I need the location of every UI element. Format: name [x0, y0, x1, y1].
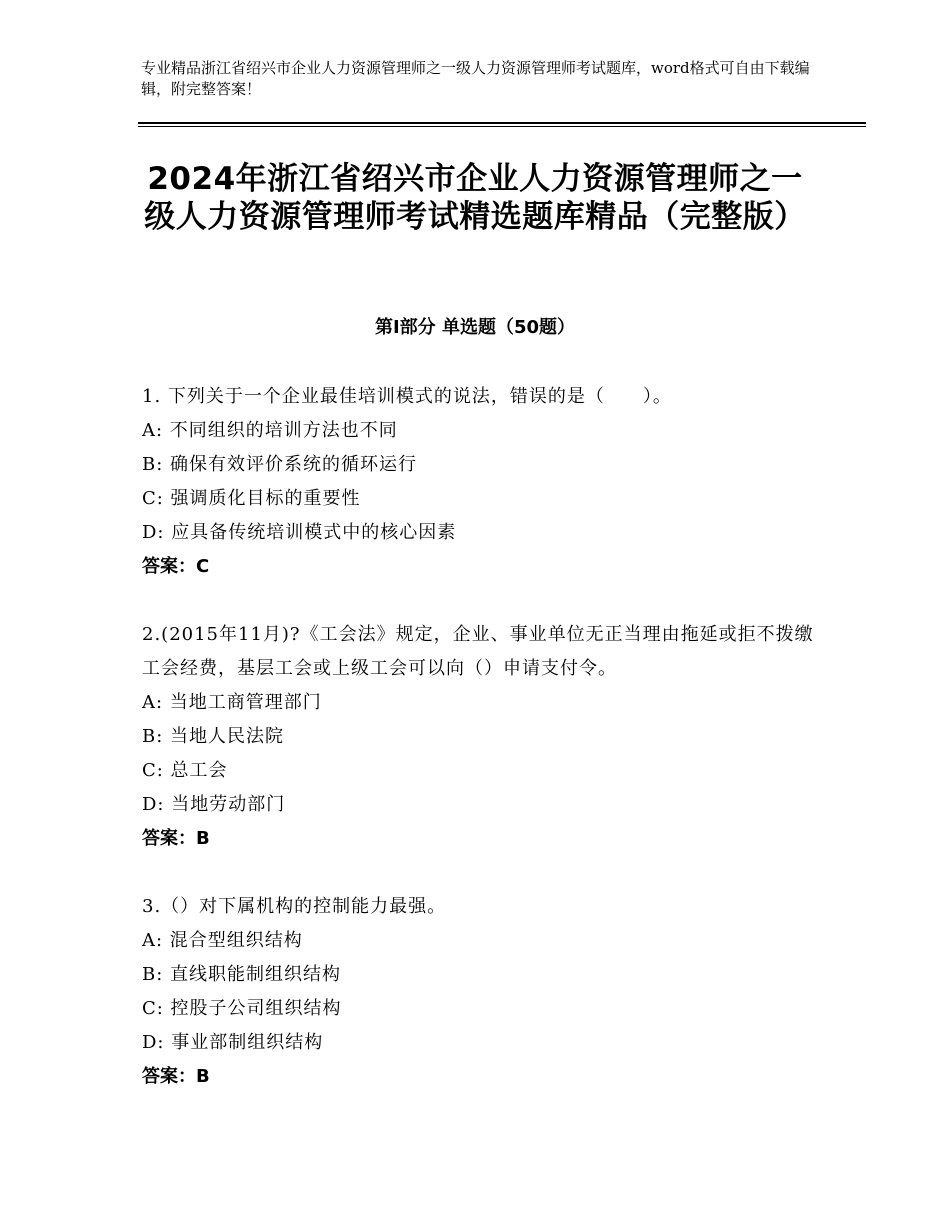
option-d: D: 事业部制组织结构: [142, 1032, 324, 1053]
option-b: B: 直线职能制组织结构: [142, 964, 342, 985]
question-stem: 2.(2015年11月)?《工会法》规定，企业、事业单位无正当理由拖延或拒不拨缴工会经费，基层工会或上级工会可以向（）申请支付令。: [142, 624, 814, 679]
option-b: B: 当地人民法院: [142, 726, 285, 747]
option-d: D: 当地劳动部门: [142, 794, 286, 815]
answer-label: 答案：B: [142, 828, 210, 849]
question-item: [142, 890, 822, 1094]
option-a: A: 当地工商管理部门: [142, 692, 322, 713]
option-c: C: 控股子公司组织结构: [142, 998, 342, 1019]
header-rule-thick: [138, 122, 866, 124]
option-a: A: 不同组织的培训方法也不同: [142, 420, 398, 441]
question-item: [142, 380, 822, 584]
option-b: B: 确保有效评价系统的循环运行: [142, 454, 418, 475]
header-note: 专业精品浙江省绍兴市企业人力资源管理师之一级人力资源管理师考试题库，word格式可自由下载编辑，附完整答案！: [141, 59, 810, 98]
answer-label: 答案：C: [142, 556, 210, 577]
answer-label: 答案：B: [142, 1066, 210, 1087]
question-item: [142, 618, 822, 856]
option-a: A: 混合型组织结构: [142, 930, 303, 951]
option-c: C: 强调质化目标的重要性: [142, 488, 361, 509]
question-stem: 3.（）对下属机构的控制能力最强。: [142, 896, 447, 917]
question-stem: 1. 下列关于一个企业最佳培训模式的说法，错误的是（ ）。: [142, 386, 672, 407]
header-rule-thin: [138, 126, 866, 127]
section-heading: 第Ⅰ部分 单选题（50题）: [374, 317, 575, 338]
option-d: D: 应具备传统培训模式中的核心因素: [142, 522, 457, 543]
document-title: 2024年浙江省绍兴市企业人力资源管理师之一级人力资源管理师考试精选题库精品（完整版）: [144, 161, 806, 235]
option-c: C: 总工会: [142, 760, 228, 781]
